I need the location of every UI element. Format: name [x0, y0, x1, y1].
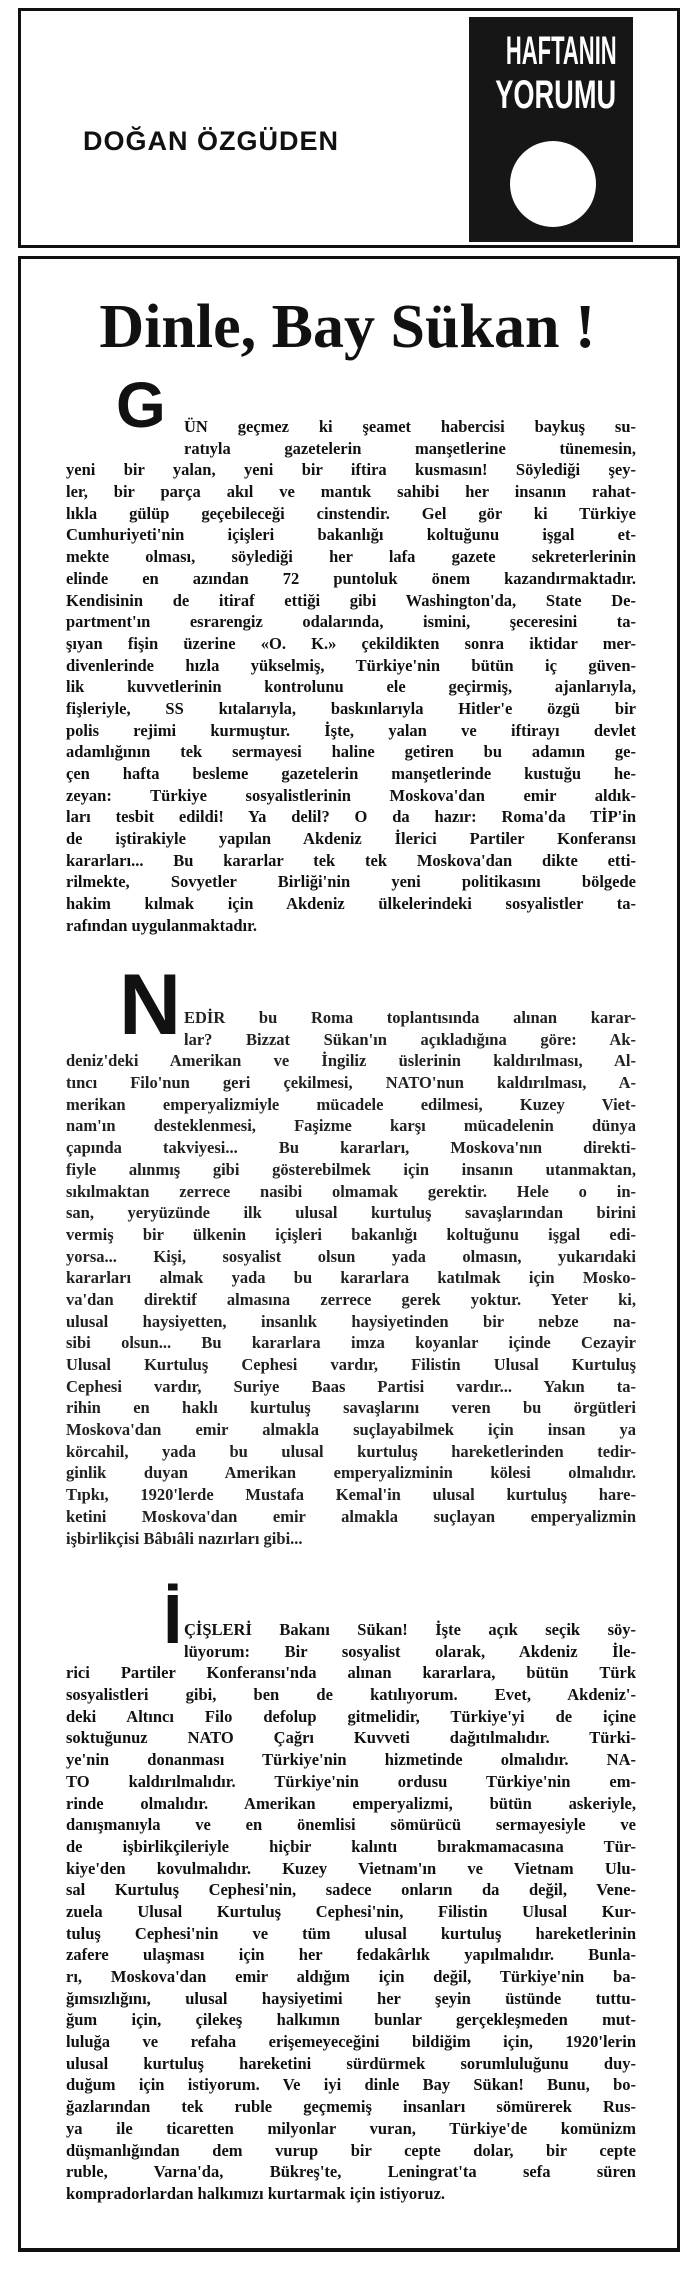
- text-line: ulusal kurtuluş hareketini sürdürmek sorumluluğunu duy-: [66, 2053, 636, 2073]
- text-line: yeni bir yalan, yeni bir iftira kusmasın! Söylediği şey-: [66, 460, 636, 480]
- text-line: soktuğunuz NATO Çağrı Kuvveti dağıtılmalıdır. Türki-: [66, 1728, 636, 1748]
- text-line: lıkla gülüp geçebileceği cinstendir. Gel gör ki Türkiye: [66, 503, 636, 523]
- text-line: sosyalistleri gibi, ben de katılıyorum. Evet, Akdeniz'-: [66, 1685, 636, 1705]
- text-line: ları tesbit edildi! Ya delil? O da hazır: Roma'da TİP'in: [66, 807, 636, 827]
- text-line: sal Kurtuluş Cephesi'nin, sadece onların da değil, Vene-: [66, 1880, 636, 1900]
- text-line: sibi olsun... Bu kararlara imza koyanlar içinde Cezayir: [66, 1333, 636, 1353]
- text-line: kiye'den kovulmalıdır. Kuzey Vietnam'ın ve Vietnam Ulu-: [66, 1858, 636, 1878]
- text-line: Moskova'dan emir almakla suçlayabilmek için insan ya: [66, 1420, 636, 1440]
- text-line: ÜN geçmez ki şeamet habercisi baykuş su-: [184, 417, 636, 436]
- text-line: adamlığının tek sermayesi haline getiren bu adamın ge-: [66, 742, 636, 762]
- text-line: körcahil, yada bu ulusal kurtuluş hareketlerinden tedir-: [66, 1441, 636, 1461]
- article-title: Dinle, Bay Sükan !: [99, 293, 596, 361]
- text-line: rı, Moskova'dan emir aldığım için değil, Türkiye'nin ba-: [66, 1967, 636, 1986]
- text-line: yorsa... Kişi, sosyalist olsun yada olmasın, yukarıdaki: [66, 1246, 636, 1266]
- paragraph: [66, 1007, 636, 1549]
- text-line: luluğa ve refaha erişemeyeceğini bildiğim için, 1920'lerin: [66, 2032, 636, 2052]
- text-line: fişleriyle, SS kıtalarıyla, baskınlarıyla Hitler'e özgü bir: [66, 698, 636, 718]
- text-line: hakim kılmak için Akdeniz ülkelerindeki sosyalistler ta-: [66, 894, 636, 914]
- author-photo-circle: [510, 141, 596, 227]
- text-line: lik kuvvetlerinin kontrolunu ele geçirmiş, ajanlarıyla,: [66, 677, 636, 697]
- text-line: ler, bir parça akıl ve mantık sahibi her insanın rahat-: [66, 482, 636, 502]
- text-line: lüyorum: Bir sosyalist olarak, Akdeniz İle-: [184, 1641, 636, 1661]
- text-line: kararları... Bu kararlar tek tek Moskova'dan dikte etti-: [66, 850, 636, 870]
- text-line: fiyle alınmış gibi gösterebilmek için insanın utanmaktan,: [66, 1159, 636, 1179]
- drop-cap: G: [116, 369, 166, 441]
- author-name: DOĞAN ÖZGÜDEN: [83, 126, 339, 156]
- text-line: rihin en haklı kurtuluş savaşlarını veren bu örgütleri: [66, 1398, 636, 1418]
- text-line: şıyan fişin üzerine «O. K.» çekildikten sonra iktidar mer-: [66, 633, 636, 653]
- text-line: ye'nin donanması Türkiye'nin hizmetinde olmalıdır. NA-: [66, 1750, 636, 1770]
- text-line: polis rejimi kurmuştur. İşte, yalan ve iftirayı devlet: [66, 720, 636, 740]
- text-line: ğazlarından tek ruble geçmemiş insanları sömürerek Rus-: [66, 2097, 636, 2117]
- text-line: çapında takviyesi... Bu kararları, Moskova'nın direkti-: [66, 1138, 636, 1158]
- text-line: va'dan direktif almasına zerrece gerek yoktur. Yeter ki,: [66, 1289, 636, 1309]
- text-line: partment'ın esrarengiz odalarında, ismini, şeceresini ta-: [66, 612, 636, 632]
- text-line: çen hafta besleme gazetelerin manşetlerinde kustuğu he-: [66, 764, 636, 783]
- text-line: zeyan: Türkiye sosyalistlerinin Moskova'dan emir aldık-: [66, 785, 636, 805]
- text-line: ÇİŞLERİ Bakanı Sükan! İşte açık seçik söy-: [184, 1620, 636, 1639]
- text-line: divenlerinde hızla yükselmiş, Türkiye'nin bütün iç güven-: [66, 655, 636, 675]
- text-line: rilmekte, Sovyetler Birliği'nin yeni politikasını bölgede: [66, 872, 636, 892]
- text-line: de iştirakiyle yapılan Akdeniz İlerici Partiler Konferansı: [66, 829, 636, 849]
- text-line: duğum için istiyorum. Ve iyi dinle Bay Sükan! Bunu, bo-: [66, 2075, 636, 2095]
- text-line: sıkılmaktan zerrece nasibi olmamak gerektir. Hele o in-: [66, 1181, 636, 1201]
- drop-cap: İ: [163, 1580, 183, 1658]
- text-line: zafere ulaşması için her fedakârlık yapılmalıdır. Bunla-: [66, 1945, 636, 1965]
- text-line: Cephesi vardır, Suriye Baas Partisi vardır... Yakın ta-: [66, 1376, 636, 1396]
- text-line: tuluş Cephesi'nin ve tüm ulusal kurtuluş hareketlerinin: [66, 1923, 636, 1943]
- text-line: lar? Bizzat Sükan'ın açıkladığına göre: Ak-: [184, 1029, 636, 1049]
- text-line: rici Partiler Konferansı'nda alınan kararlara, bütün Türk: [66, 1663, 636, 1683]
- text-line: düşmanlığından dem vurup bir cepte dolar, bir cepte: [66, 2140, 636, 2160]
- text-line: mekte olması, söylediği her lafa gazete sekreterlerinin: [66, 547, 636, 567]
- text-line: ğımsızlığını, ulusal haysiyetimi her şeyin üstünde tuttu-: [66, 1988, 636, 2008]
- badge-line: HAFTANIN: [505, 29, 617, 73]
- text-line: rafından uygulanmaktadır.: [66, 915, 258, 935]
- text-line: Cumhuriyeti'nin içişleri bakanlığı koltuğunu işgal et-: [66, 525, 636, 545]
- text-line: zuela Ulusal Kurtuluş Cephesi'nin, Filistin Ulusal Kur-: [66, 1901, 636, 1921]
- text-line: rinde olmalıdır. Amerikan emperyalizmi, bütün askeriyle,: [66, 1793, 636, 1813]
- text-line: de işbirlikçileriyle hiçbir kalıntı bırakmamacasına Tür-: [66, 1836, 636, 1856]
- text-line: ulusal haysiyetten, insanlık haysiyetinden bir nebze na-: [66, 1311, 636, 1331]
- paragraph: [66, 1619, 636, 2205]
- text-line: Kendisinin de itiraf ettiği gibi Washington'da, State De-: [66, 590, 636, 610]
- text-line: nam'ın desteklenmesi, Faşizme karşı mücadelenin dünya: [66, 1116, 636, 1136]
- text-line: merikan emperyalizmiyle mücadele edilmesi, Kuzey Viet-: [66, 1094, 636, 1114]
- drop-cap: N: [119, 957, 182, 1053]
- text-line: kararları almak yada bu kararlara katılmak için Mosko-: [66, 1268, 636, 1288]
- text-line: deniz'deki Amerikan ve İngiliz üslerinin kaldırılması, Al-: [66, 1051, 636, 1071]
- text-line: ginlik duyan Amerikan emperyalizminin kölesi olmalıdır.: [66, 1463, 636, 1483]
- text-line: Tıpkı, 1920'lerde Mustafa Kemal'in ulusal kurtuluş hare-: [66, 1485, 636, 1505]
- text-line: EDİR bu Roma toplantısında alınan karar-: [184, 1008, 636, 1027]
- text-line: vermiş bir ülkenin içişleri bakanlığı koltuğunu işgal edi-: [66, 1224, 636, 1244]
- text-line: ruble, Varna'da, Bükreş'te, Leningrat'ta sefa süren: [66, 2162, 636, 2182]
- text-line: TO kaldırılmalıdır. Türkiye'nin ordusu Türkiye'nin em-: [66, 1771, 636, 1791]
- badge-line: YORUMU: [495, 73, 617, 117]
- text-line: san, yeryüzünde ilk ulusal kurtuluş savaşlarından birini: [66, 1203, 636, 1223]
- column-badge: [469, 17, 633, 242]
- text-line: ya ile ticaretten milyonlar vuran, Türkiye'de komünizm: [66, 2118, 636, 2138]
- text-line: işbirlikçisi Bâbıâli nazırları gibi...: [66, 1528, 303, 1548]
- text-line: elinde en azından 72 puntoluk önem kazandırmaktadır.: [66, 568, 636, 588]
- text-line: tıncı Filo'nun geri çekilmesi, NATO'nun kaldırılması, A-: [66, 1073, 636, 1093]
- text-line: Ulusal Kurtuluş Cephesi vardır, Filistin Ulusal Kurtuluş: [66, 1355, 636, 1374]
- text-line: ğum için, çilekeş halkımın bunlar gerçekleşmeden mut-: [66, 2010, 636, 2030]
- paragraph: [66, 416, 636, 937]
- text-line: ketini Moskova'dan emir almakla suçlayan emperyalizmin: [66, 1506, 636, 1526]
- text-line: danışmanıyla ve en önemlisi sömürücü sermayesiyle ve: [66, 1815, 636, 1835]
- text-line: ratıyla gazetelerin manşetlerine tünemesin,: [184, 438, 636, 458]
- text-line: deki Altıncı Filo defolup gitmelidir, Türkiye'yi de içine: [66, 1706, 636, 1726]
- text-line: kompradorlardan halkımızı kurtarmak için istiyoruz.: [66, 2183, 446, 2203]
